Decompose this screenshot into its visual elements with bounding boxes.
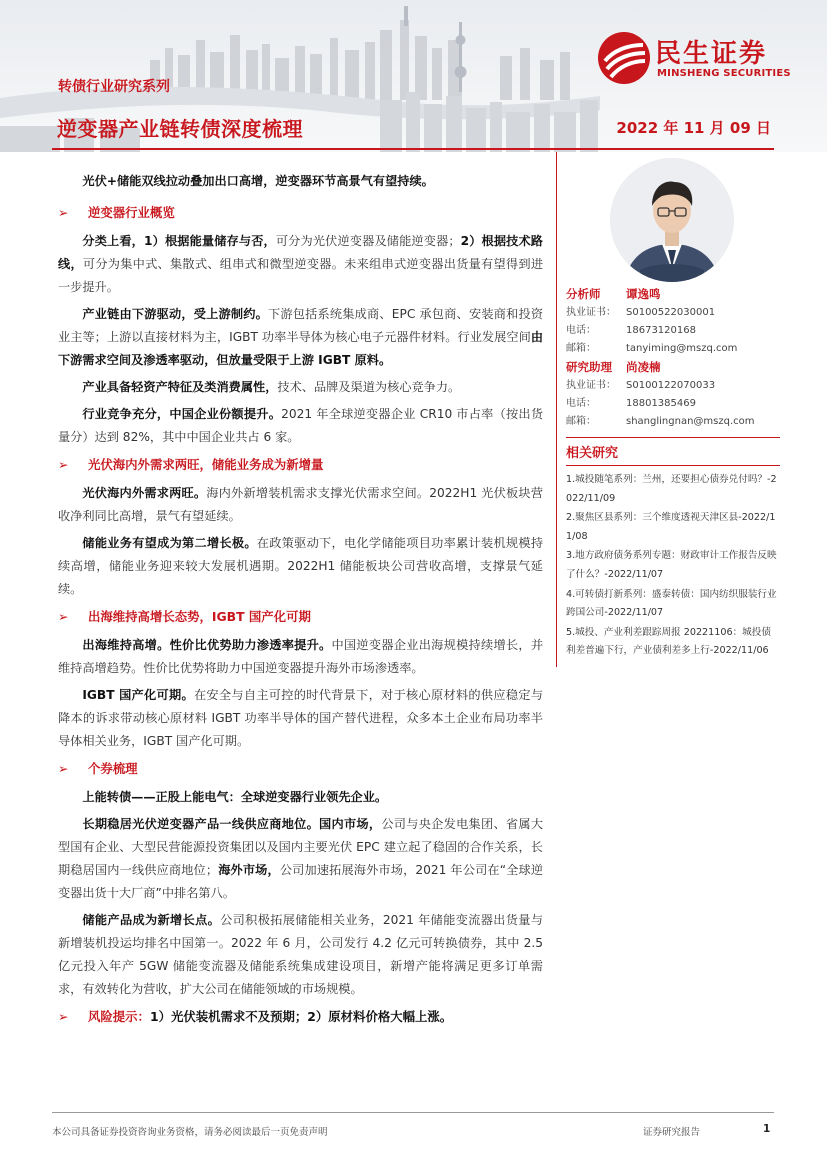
related-research-list bbox=[566, 471, 780, 661]
paragraph: 出海维持高增。性价比优势助力渗透率提升。中国逆变器企业出海规模持续增长，并维持高增趋势。性价比优势将助力中国逆变器提升海外市场渗透率。 bbox=[58, 638, 544, 675]
analyst-1-header: 分析师 谭逸鸣 bbox=[566, 287, 661, 301]
header-divider bbox=[52, 148, 774, 150]
paragraph: 产业链由下游驱动，受上游制约。下游包括系统集成商、EPC 承包商、安装商和投资业主等；上游以直接材料为主，IGBT 功率半导体为核心电子元器件材料。行业发展空间由下游需求空间及渗透率驱动，但放量受限于上游 IGBT 原料。 bbox=[58, 307, 544, 367]
section-heading-demand: ➢ 光伏海内外需求两旺，储能业务成为新增量 bbox=[58, 453, 543, 477]
related-research-item[interactable]: 3.地方政府债务系列专题：财政审计工作报告反映了什么？-2022/11/07 bbox=[566, 550, 777, 580]
arrow-bullet-icon: ➢ bbox=[58, 457, 69, 472]
related-research-item[interactable]: 2.聚焦区县系列：三个维度透视天津区县-2022/11/08 bbox=[566, 512, 776, 542]
related-research-item[interactable]: 1.城投随笔系列：兰州，还要担心债券兑付吗？-2022/11/09 bbox=[566, 474, 777, 504]
report-date: 2022 年 11 月 09 日 bbox=[616, 119, 771, 137]
analyst-2-license: 执业证书： S0100122070033 bbox=[566, 380, 716, 391]
paragraph: 分类上看，1）根据能量储存与否，可分为光伏逆变器及储能逆变器；2）根据技术路线，可分为集中式、集散式、组串式和微型逆变器。未来组串式逆变器出货量有望得到进一步提升。 bbox=[58, 234, 544, 294]
paragraph: 产业具备轻资产特征及类消费属性，技术、品牌及渠道为核心竞争力。 bbox=[82, 380, 461, 394]
analyst-2-header: 研究助理 尚凌楠 bbox=[566, 360, 661, 374]
paragraph: IGBT 国产化可期。在安全与自主可控的时代背景下，对于核心原材料的供应稳定与降本的诉求带动核心原材料 IGBT 功率半导体的国产替代进程，众多本土企业布局功率半导体相关业务，IGBT 国产化可期。 bbox=[58, 688, 544, 748]
report-title: 逆变器产业链转债深度梳理 bbox=[57, 117, 303, 141]
page-number: 1 bbox=[763, 1123, 771, 1135]
report-header bbox=[0, 0, 827, 152]
section-heading-bonds: ➢ 个券梳理 bbox=[58, 757, 543, 781]
paragraph: 上能转债——正股上能电气：全球逆变器行业领先企业。 bbox=[82, 790, 388, 804]
analyst-portrait-icon bbox=[610, 158, 734, 282]
arrow-bullet-icon: ➢ bbox=[58, 205, 69, 220]
paragraph: 储能产品成为新增长点。公司积极拓展储能相关业务，2021 年储能变流器出货量与新增装机投运均排名中国第一。2022 年 6 月，公司发行 4.2 亿元可转换债券，其中 2.5 亿元投入年产 5GW 储能变流器及储能系统集成建设项目，新增产能将满足更多订单需求，有效转化为营收，扩大公司在储能领域的市场规模。 bbox=[58, 913, 544, 996]
analyst-2-phone: 电话： 18801385469 bbox=[566, 398, 696, 409]
arrow-bullet-icon: ➢ bbox=[58, 761, 69, 776]
analyst-1-license: 执业证书： S0100522030001 bbox=[566, 307, 716, 318]
analyst-contacts bbox=[566, 285, 780, 431]
paragraph: 行业竞争充分，中国企业份额提升。2021 年全球逆变器企业 CR10 市占率（按出货量分）达到 82%，其中中国企业共占 6 家。 bbox=[58, 407, 544, 444]
related-research-item[interactable]: 5.城投、产业利差跟踪周报 20221106：城投债利差普遍下行，产业债利差多上行-2022/11/06 bbox=[566, 626, 771, 657]
footer-divider bbox=[52, 1112, 774, 1113]
section-heading-overview: ➢ 逆变器行业概览 bbox=[58, 201, 543, 225]
risk-label: 风险提示： bbox=[88, 1009, 150, 1024]
logo-english-text: MINSHENG SECURITIES bbox=[657, 68, 791, 79]
summary-column bbox=[58, 170, 543, 1034]
column-divider bbox=[556, 152, 557, 667]
report-series: 转债行业研究系列 bbox=[58, 79, 170, 95]
footer-disclaimer: 本公司具备证券投资咨询业务资格，请务必阅读最后一页免责声明 bbox=[52, 1127, 328, 1138]
risk-text: 1）光伏装机需求不及预期；2）原材料价格大幅上涨。 bbox=[149, 1009, 453, 1024]
arrow-bullet-icon: ➢ bbox=[58, 1009, 69, 1024]
risk-warning bbox=[58, 1005, 543, 1029]
minsheng-securities-logo bbox=[597, 31, 805, 87]
related-research-title: 相关研究 bbox=[566, 437, 780, 466]
section-heading-export: ➢ 出海维持高增长态势，IGBT 国产化可期 bbox=[58, 605, 543, 629]
analyst-1-phone: 电话： 18673120168 bbox=[566, 325, 696, 336]
paragraph: 长期稳居光伏逆变器产品一线供应商地位。国内市场，公司与央企发电集团、省属大型国有企业、大型民营能源投资集团以及国内主要光伏 EPC 建立起了稳固的合作关系，长期稳居国内一线供应商地位；海外市场，公司加速拓展海外市场，2021 年公司在“全球逆变器出货十大厂商”中排名第八。 bbox=[58, 817, 544, 900]
analyst-1-email[interactable]: 邮箱： tanyiming@mszq.com bbox=[566, 343, 738, 354]
logo-chinese-text: 民生证券 bbox=[655, 39, 768, 69]
paragraph: 光伏海内外需求两旺。海内外新增装机需求支撑光伏需求空间。2022H1 光伏板块营收净利同比高增，景气有望延续。 bbox=[58, 486, 544, 523]
arrow-bullet-icon: ➢ bbox=[58, 609, 69, 624]
related-research bbox=[566, 437, 780, 662]
analyst-photo bbox=[610, 158, 734, 282]
minsheng-logo-mark-icon bbox=[597, 31, 651, 85]
related-research-item[interactable]: 4.可转债打新系列：盛泰转债：国内纺织服装行业跨国公司-2022/11/07 bbox=[566, 588, 777, 619]
footer-report-type: 证券研究报告 bbox=[643, 1127, 701, 1138]
analyst-2-email[interactable]: 邮箱： shanglingnan@mszq.com bbox=[566, 416, 755, 427]
paragraph: 储能业务有望成为第二增长极。在政策驱动下，电化学储能项目功率累计装机规模持续高增，储能业务迎来较大发展机遇期。2022H1 储能板块公司营收高增，支撑景气延续。 bbox=[58, 536, 544, 596]
lead-summary: 光伏+储能双线拉动叠加出口高增，逆变器环节高景气有望持续。 bbox=[82, 174, 434, 188]
